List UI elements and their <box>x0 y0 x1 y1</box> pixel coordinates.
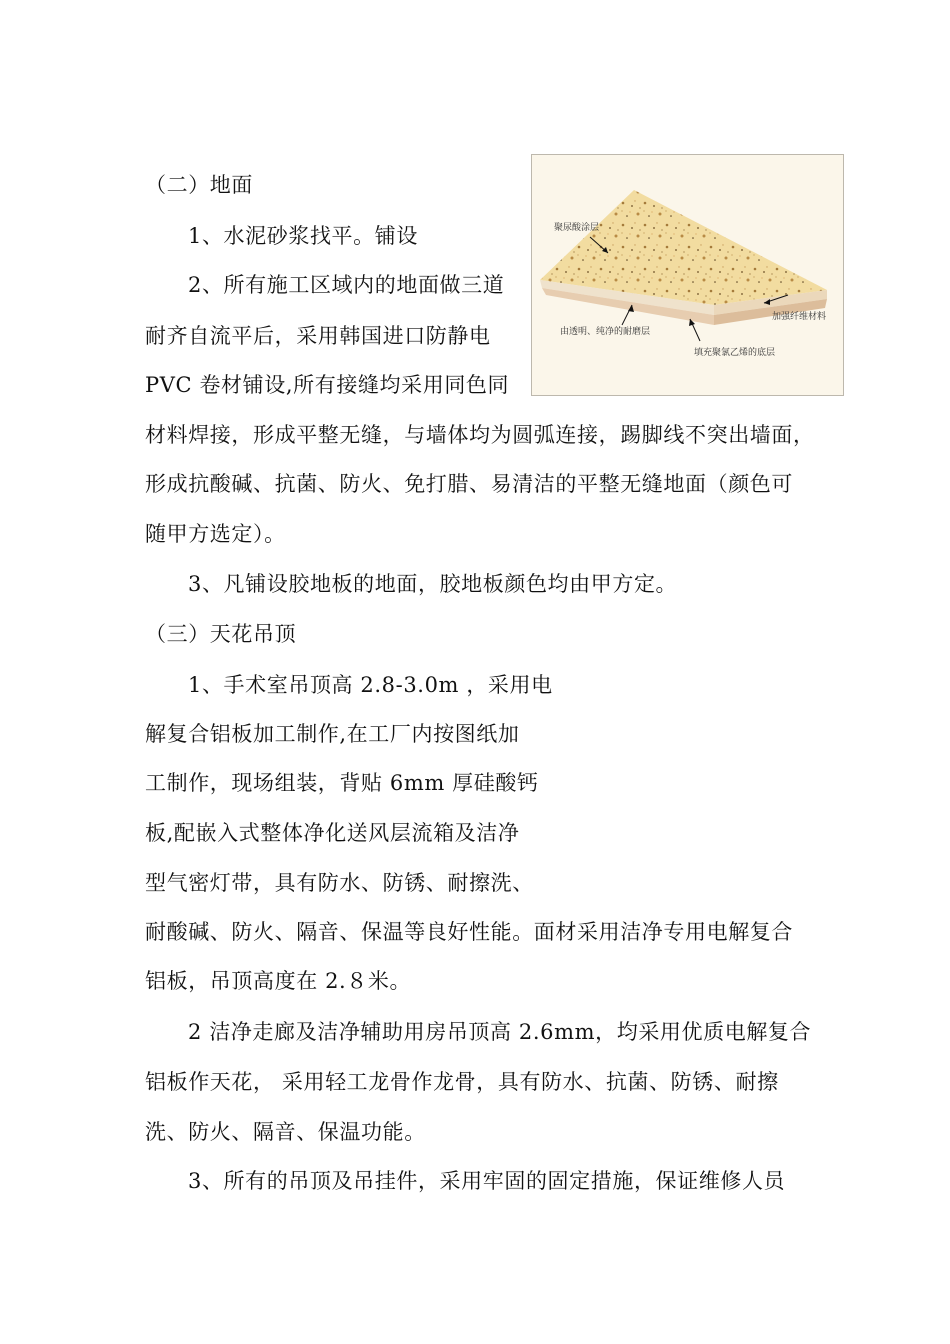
ceiling-p1-line-5: 型气密灯带，具有防水、防锈、耐擦洗、 <box>145 871 534 895</box>
floor-layer-illustration <box>532 155 843 395</box>
ceiling-p1-line-4: 板,配嵌入式整体净化送风层流箱及洁净 <box>145 821 520 845</box>
floor-p2-line-6: 随甲方选定）。 <box>145 522 286 546</box>
label-base-layer: 填充聚氯乙烯的底层 <box>694 348 776 358</box>
ceiling-p1-line-3: 工制作，现场组装，背贴 6mm 厚硅酸钙 <box>145 771 539 795</box>
ceiling-p2-line-3: 洗、防火、隔音、保温功能。 <box>145 1120 426 1144</box>
ceiling-p1-line-2: 解复合铝板加工制作,在工厂内按图纸加 <box>145 722 520 746</box>
ceiling-p2-line-1: 2 洁净走廊及洁净辅助用房吊顶高 2.6mm，均采用优质电解复合 <box>188 1020 812 1044</box>
floor-paragraph-3: 3、凡铺设胶地板的地面，胶地板颜色均由甲方定。 <box>188 572 678 596</box>
ceiling-p1-line-6: 耐酸碱、防火、隔音、保温等良好性能。面材采用洁净专用电解复合 <box>145 920 793 944</box>
ceiling-p2-line-2: 铝板作天花， 采用轻工龙骨作龙骨，具有防水、抗菌、防锈、耐擦 <box>145 1070 779 1094</box>
section-heading-floor: （二）地面 <box>145 173 253 197</box>
label-top-coat: 聚尿酸涂层 <box>554 223 600 233</box>
ceiling-p1-line-1: 1、手术室吊顶高 2.8-3.0m ，采用电 <box>188 673 553 697</box>
floor-p2-line-1: 2、所有施工区域内的地面做三道 <box>188 273 505 297</box>
ceiling-paragraph-3: 3、所有的吊顶及吊挂件，采用牢固的固定措施，保证维修人员 <box>188 1169 786 1193</box>
floor-p2-line-2: 耐齐自流平后，采用韩国进口防静电 <box>145 324 491 348</box>
ceiling-p1-line-7: 铝板，吊顶高度在 2.８米。 <box>145 969 412 993</box>
floor-p2-line-3: PVC 卷材铺设,所有接缝均采用同色同 <box>145 373 510 397</box>
section-heading-ceiling: （三）天花吊顶 <box>145 622 297 646</box>
floor-p2-line-4: 材料焊接，形成平整无缝，与墙体均为圆弧连接，踢脚线不突出墙面， <box>145 423 815 447</box>
label-wear-layer: 由透明、纯净的耐磨层 <box>560 327 651 337</box>
label-fiber: 加强纤维材料 <box>772 312 827 322</box>
floor-p2-line-5: 形成抗酸碱、抗菌、防火、免打腊、易清洁的平整无缝地面（颜色可 <box>145 472 793 496</box>
floor-layer-figure <box>531 154 844 396</box>
floor-paragraph-1: 1、水泥砂浆找平。铺设 <box>188 224 418 248</box>
